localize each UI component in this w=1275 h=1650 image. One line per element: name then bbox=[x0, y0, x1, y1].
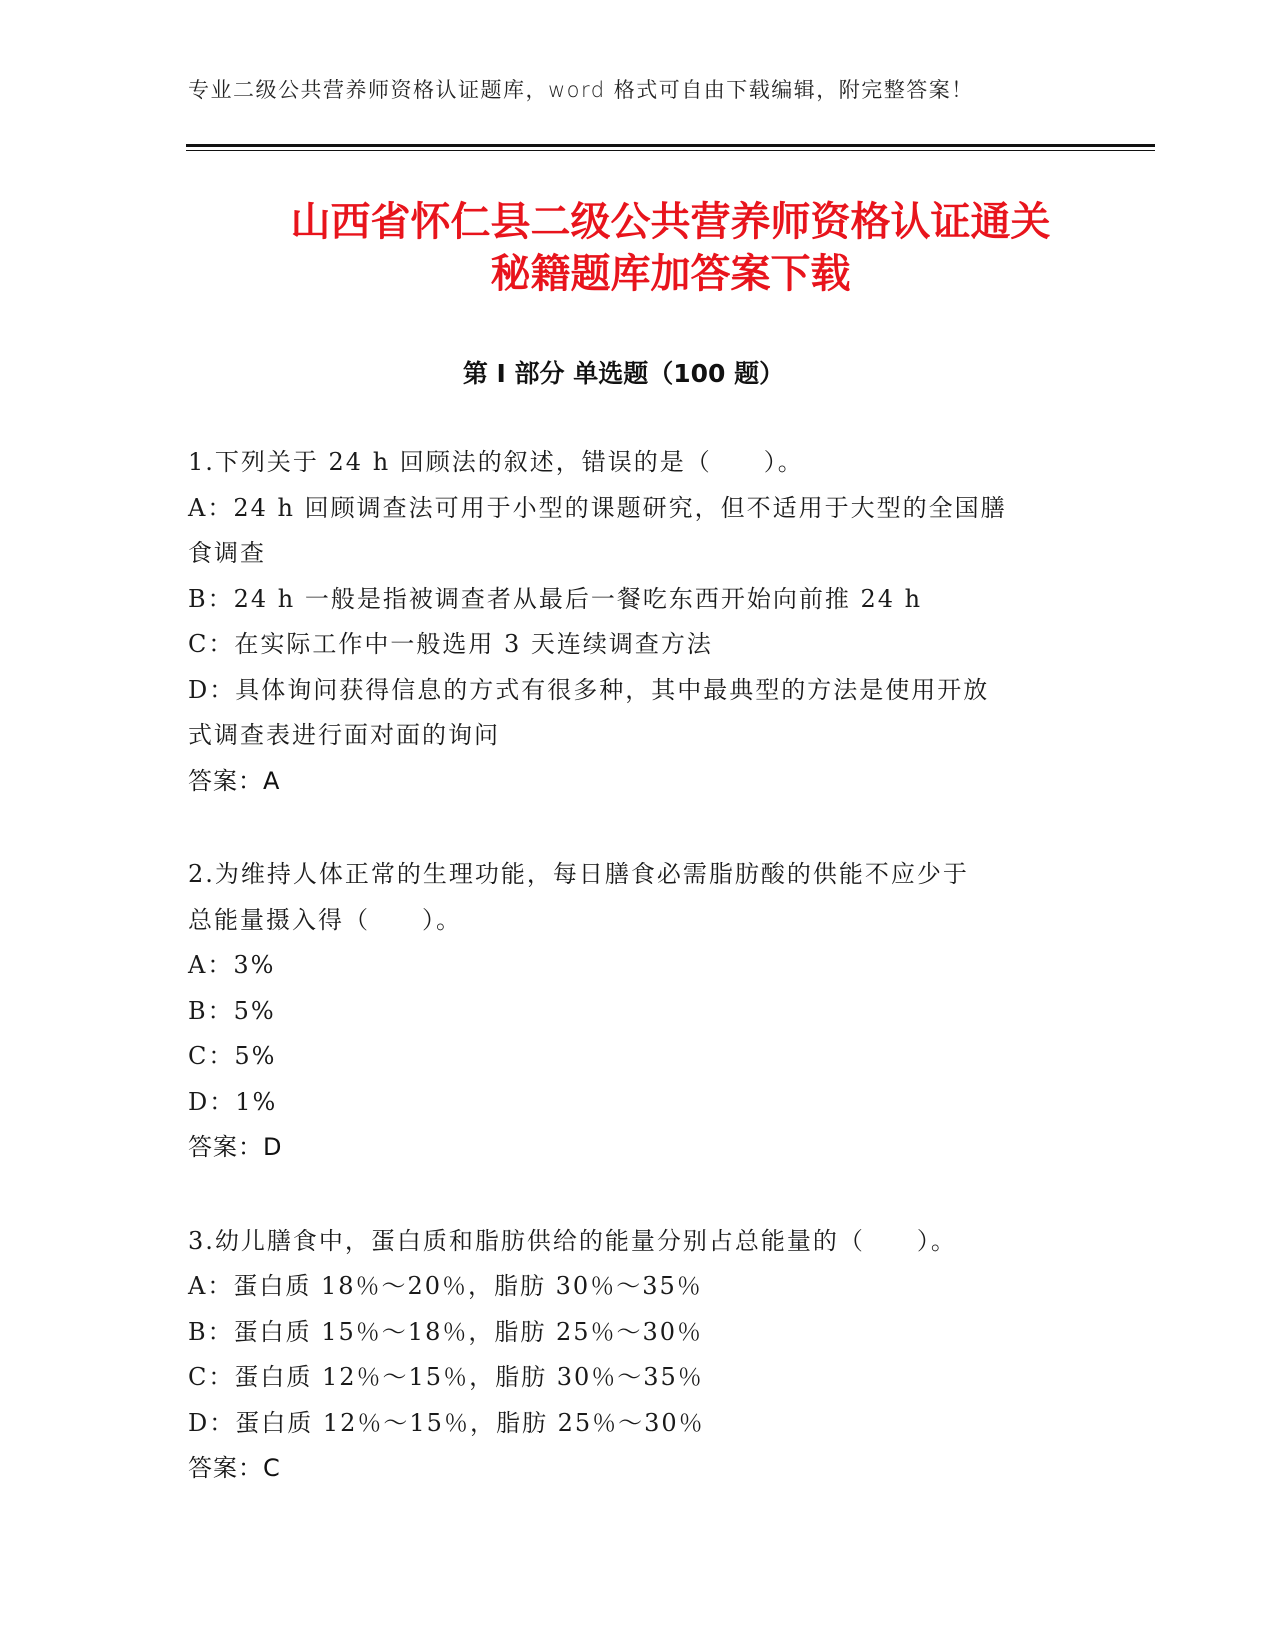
option-d: D：具体询问获得信息的方式有很多种，其中最典型的方法是使用开放 bbox=[188, 675, 990, 704]
option-c: C：蛋白质 12％～15％，脂肪 30％～35％ bbox=[188, 1363, 704, 1391]
question-stem: 1.下列关于 24 h 回顾法的叙述，错误的是（ ）。 bbox=[188, 448, 804, 476]
document-title-line-2: 秘籍题库加答案下载 bbox=[490, 251, 851, 297]
option-a: A：蛋白质 18％～20％，脂肪 30％～35％ bbox=[188, 1272, 703, 1300]
question-2 bbox=[188, 852, 1088, 1171]
option-b: B：24 h 一般是指被调查者从最后一餐吃东西开始向前推 24 h bbox=[188, 584, 923, 613]
option-d: D：1% bbox=[188, 1087, 278, 1116]
question-stem-continued: 总能量摄入得（ ）。 bbox=[188, 905, 462, 934]
option-b: B：蛋白质 15％～18％，脂肪 25％～30％ bbox=[188, 1317, 704, 1346]
option-d: D：蛋白质 12％～15％，脂肪 25％～30％ bbox=[188, 1408, 705, 1437]
header-note: 专业二级公共营养师资格认证题库，word 格式可自由下载编辑，附完整答案！ bbox=[188, 78, 974, 102]
answer: 答案：C bbox=[188, 1454, 281, 1482]
question-3 bbox=[188, 1219, 1088, 1492]
question-1 bbox=[188, 440, 1088, 804]
header-divider-thin bbox=[186, 150, 1155, 151]
answer: 答案：A bbox=[188, 766, 281, 795]
question-stem: 3.幼儿膳食中，蛋白质和脂肪供给的能量分别占总能量的（ ）。 bbox=[188, 1226, 957, 1255]
header-divider bbox=[186, 144, 1155, 147]
question-list bbox=[188, 440, 1088, 1540]
option-d-continued: 式调查表进行面对面的询问 bbox=[188, 721, 500, 749]
question-stem: 2.为维持人体正常的生理功能，每日膳食必需脂肪酸的供能不应少于 bbox=[188, 860, 969, 888]
option-c: C：在实际工作中一般选用 3 天连续调查方法 bbox=[188, 630, 713, 658]
document-title-line-1: 山西省怀仁县二级公共营养师资格认证通关 bbox=[290, 199, 1051, 245]
option-c: C：5% bbox=[188, 1042, 277, 1070]
option-a: A：24 h 回顾调查法可用于小型的课题研究，但不适用于大型的全国膳 bbox=[188, 493, 1007, 522]
option-a: A：3% bbox=[188, 951, 276, 979]
option-b: B：5% bbox=[188, 996, 276, 1025]
section-title: 第 I 部分 单选题（100 题） bbox=[462, 359, 785, 388]
document-title bbox=[186, 196, 1155, 300]
option-a-continued: 食调查 bbox=[188, 539, 266, 567]
answer: 答案：D bbox=[188, 1133, 283, 1161]
